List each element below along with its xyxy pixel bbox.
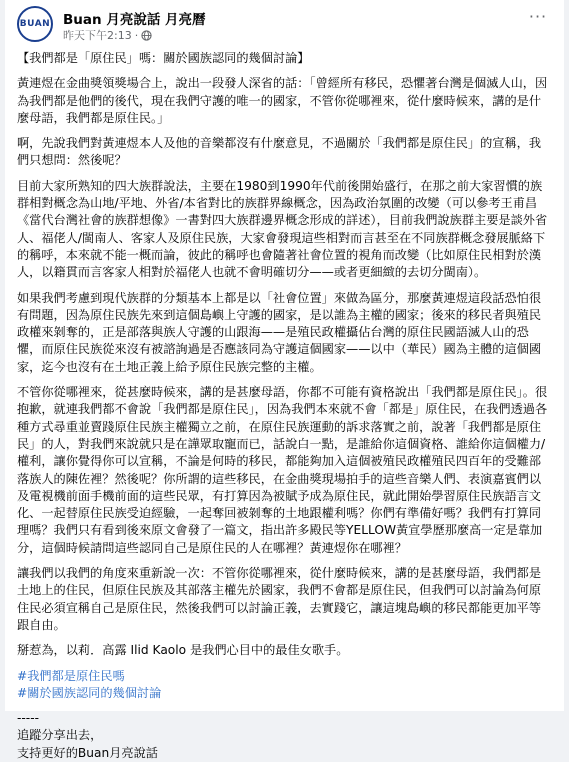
post-body (17, 50, 552, 762)
post-paragraph: 讓我們以我們的角度來重新說一次：不管你從哪裡來，從什麼時候來，講的是甚麼母語，我們都是土地上的住民，但原住民族及其部落主權先於國家，我們不會都是原住民，但我們可以討論為何原住民必須宣稱自己是原住民，然後我們可以討論正義，去實踐它，讓這塊島嶼的移民都能更加平等跟自由。 (17, 566, 542, 632)
post-footer (17, 710, 552, 762)
post-paragraph: 目前大家所熟知的四大族群說法，主要在1980到1990年代前後開始盛行，在那之前大家習慣的族群相對概念為山地/平地、外省/本省對比的族群界線概念，因為政治氛圍的改變（可以參考王甫昌《當代台灣社會的族群想像》一書對四大族群邊界概念形成的詳述），目前我們說族群主要是談外省人、福佬人/閩南人、客家人及原住民族，大家會發現這些相對而言甚至在不同族群概念發展脈絡下的稱呼，本來就不能一概而論，彼此的稱呼也會隨著社會位置的視角而改變（比如原住民相對於漢人，以籍貫而言客家人相對於福佬人也就不會明確切分——或者更細緻的去切分閩南）。 (17, 178, 548, 280)
post-paragraph: 啊，先說我們對黃連煜本人及他的音樂都沒有什麼意見，不過關於「我們都是原住民」的宣稱，我們只想問：然後呢？ (17, 136, 542, 168)
page-name[interactable]: Buan 月亮說話 月亮曆 (63, 12, 206, 28)
post-paragraph: 黃連煜在金曲獎領獎場合上，說出一段發人深省的話：「曾經所有移民，恐懼著台灣是個滅人山，因為我們都是他們的後代，現在我們守護的唯一的國家，不管你從哪裡來，從什麼時候來，講的是什麼母語，我們都是原住民。」 (17, 76, 548, 125)
footer-line: 支持更好的Buan月亮說話 (17, 745, 158, 760)
more-options-icon[interactable]: ··· (528, 7, 548, 26)
globe-icon (141, 30, 152, 41)
timestamp[interactable]: 昨天下午2:13 (63, 29, 132, 42)
hashtag-link[interactable]: #關於國族認同的幾個討論 (17, 685, 162, 700)
post-header (17, 6, 552, 46)
meta-separator: · (134, 28, 139, 42)
avatar-logo-text: BUAN (19, 19, 51, 29)
footer-divider: ----- (17, 711, 39, 726)
hashtag-link[interactable]: #我們都是原住民嗎 (17, 668, 125, 683)
post-meta (63, 27, 152, 43)
hashtag-list (17, 668, 552, 703)
post-paragraph: 掰惹為，以莉．高露 Ilid Kaolo 是我們心目中的最佳女歌手。 (17, 643, 349, 658)
post-paragraph: 不管你從哪裡來，從甚麼時候來，講的是甚麼母語，你都不可能有資格說出「我們都是原住民」。很抱歉，就連我們都不會說「我們都是原住民」，因為我們本來就不會「都是」原住民，在我們透過各種方式尋重並賣踐原住民族主權獨立之前，在原住民族運動的訴求落實之前，說著「我們都是原住民」的人，對我們來說就只是在譁眾取寵而已，話說白一點，是誰給你這個資格、誰給你這個權力/權利，讓你覺得你可以宣稱，不論是何時的移民，都能夠加入這個被殖民政權殖民四百年的受難部落族人的陳佐裡？然後呢？你所謂的這些移民，在金曲獎現場拍手的這些音樂人們、表演嘉賓們以及電視機前面手機前面的這些民眾，有打算因為被賦予成為原住民，就此開始學習原住民族語言文化、一起替原住民族受迫經驗，一起奪回被剝奪的土地跟權利嗎？你們有準備好嗎？我們有打算同理嗎？我們只有看到後來原文會發了一篇文，指出許多殿民等YELLOW黃宣學歷那麼高一定是靠加分，這個時候請問這些認同自己是原住民的人在哪裡？黃連煜你在哪裡？ (17, 385, 548, 555)
footer-line: 追蹤分享出去， (17, 728, 103, 743)
avatar[interactable] (17, 6, 53, 42)
post-title: 【我們都是「原住民」嗎：關於國族認同的幾個討論】 (17, 51, 310, 65)
post-paragraph: 如果我們考慮到現代族群的分類基本上都是以「社會位置」來做為區分，那麼黃連煜這段話恐怕很有問題，因為原住民族先來到這個島嶼上守護的國家，是以誰為主權的國家；後來的移民者與殖民政權來剝奪的，正是部落與族人守護的山跟海——是殖民政權攝佔台灣的原住民國語滅人山的恐懼，而原住民族從來沒有被諮詢過是否應該同為守護這個國家——以中（華民）國為主體的這個國家，迄今也沒有在土地正義上給予原住民族完整的主權。 (17, 290, 542, 374)
post-card (5, 0, 564, 760)
